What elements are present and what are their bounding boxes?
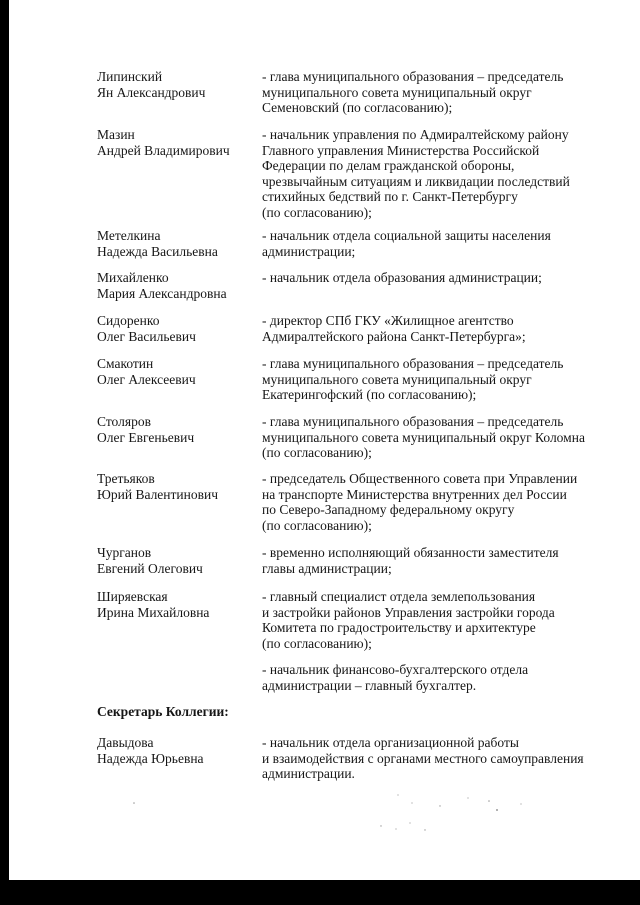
member-role <box>262 228 592 259</box>
member-given-names: Олег Алексеевич <box>97 371 196 387</box>
member-name <box>97 228 255 259</box>
member-surname: Столяров <box>97 414 151 429</box>
member-surname: Ширяевская <box>97 589 168 604</box>
role-line: - начальник управления по Адмиралтейскому району <box>262 127 569 142</box>
role-line: - глава муниципального образования – председатель <box>262 69 564 84</box>
member-name <box>97 127 255 158</box>
member-surname: Михайленко <box>97 270 169 285</box>
role-line: Екатерингофский (по согласованию); <box>262 387 477 402</box>
member-role <box>262 414 592 461</box>
role-line: - начальник отдела организационной работы <box>262 735 519 750</box>
member-name <box>97 589 255 620</box>
member-surname: Третьяков <box>97 471 155 486</box>
role-line: администрации; <box>262 243 356 259</box>
secretary-name <box>97 735 255 766</box>
role-line: - главный специалист отдела землепользования <box>262 589 536 604</box>
role-line: (по согласованию); <box>262 445 372 460</box>
member-surname: Мазин <box>97 127 135 142</box>
secretary-heading: Секретарь Коллегии: <box>97 704 229 719</box>
member-name <box>97 69 255 100</box>
member-surname: Смакотин <box>97 356 154 371</box>
member-name <box>97 471 255 502</box>
role-line: - директор СПб ГКУ «Жилищное агентство <box>262 313 514 328</box>
role-line: (по согласованию); <box>262 635 372 651</box>
member-name <box>97 313 255 344</box>
member-role <box>262 471 592 533</box>
member-surname: Сидоренко <box>97 313 160 328</box>
role-line: - временно исполняющий обязанности заместителя <box>262 545 559 560</box>
member-given-names: Юрий Валентинович <box>97 486 219 502</box>
member-role <box>262 589 592 651</box>
member-given-names: Олег Евгеньевич <box>97 429 195 445</box>
role-line: Главного управления Министерства Российской <box>262 142 540 158</box>
role-line: - начальник отдела образования администрации; <box>262 270 542 285</box>
role-line: на транспорте Министерства внутренних дел России <box>262 486 567 502</box>
member-name <box>97 414 255 445</box>
member-role <box>262 356 592 403</box>
secretary-role <box>262 735 592 782</box>
role-line: главы администрации; <box>262 560 392 576</box>
member-surname: Липинский <box>97 69 163 84</box>
role-line: Семеновский (по согласованию); <box>262 100 453 115</box>
member-surname: Метелкина <box>97 228 161 243</box>
member-role <box>262 127 592 220</box>
member-name <box>97 270 255 301</box>
role-line: (по согласованию); <box>262 204 372 220</box>
member-name <box>97 545 255 576</box>
member-surname: Чурганов <box>97 545 152 560</box>
role-line: (по согласованию); <box>262 517 372 533</box>
member-role <box>262 69 592 116</box>
member-role <box>262 545 592 576</box>
member-given-names: Мария Александровна <box>97 285 227 301</box>
role-line: муниципального совета муниципальный округ <box>262 371 532 387</box>
member-name <box>97 356 255 387</box>
secretary-given-names: Надежда Юрьевна <box>97 750 204 766</box>
role-line: по Северо-Западному федеральному округу <box>262 502 515 517</box>
member-given-names: Андрей Владимирович <box>97 142 230 158</box>
member-role <box>262 313 592 344</box>
role-line: - глава муниципального образования – председатель <box>262 414 564 429</box>
role-line: Федерации по делам гражданской обороны, <box>262 158 515 173</box>
role-line: администрации – главный бухгалтер. <box>262 677 477 693</box>
member-given-names: Олег Васильевич <box>97 328 196 344</box>
member-given-names: Ирина Михайловна <box>97 604 210 620</box>
member-given-names: Надежда Васильевна <box>97 243 218 259</box>
role-line: - председатель Общественного совета при Управлении <box>262 471 578 486</box>
secretary-surname: Давыдова <box>97 735 154 750</box>
role-line: и застройки районов Управления застройки города <box>262 604 555 620</box>
member-given-names: Евгений Олегович <box>97 560 203 576</box>
scan-edge-bottom <box>0 880 640 905</box>
role-line: - начальник отдела социальной защиты населения <box>262 228 551 243</box>
role-line: и взаимодействия с органами местного самоуправления <box>262 750 584 766</box>
role-line: чрезвычайным ситуациям и ликвидации последствий <box>262 173 570 189</box>
role-line: Комитета по градостроительству и архитектуре <box>262 620 536 635</box>
role-line: муниципального совета муниципальный округ <box>262 84 532 100</box>
member-role <box>262 662 592 693</box>
role-line: Адмиралтейского района Санкт-Петербурга»; <box>262 328 526 344</box>
role-line: стихийных бедствий по г. Санкт-Петербургу <box>262 189 518 204</box>
role-line: - глава муниципального образования – председатель <box>262 356 564 371</box>
role-line: - начальник финансово-бухгалтерского отдела <box>262 662 529 677</box>
member-role <box>262 270 592 286</box>
role-line: муниципального совета муниципальный округ Коломна <box>262 429 585 445</box>
role-line: администрации. <box>262 766 355 781</box>
member-given-names: Ян Александрович <box>97 84 206 100</box>
